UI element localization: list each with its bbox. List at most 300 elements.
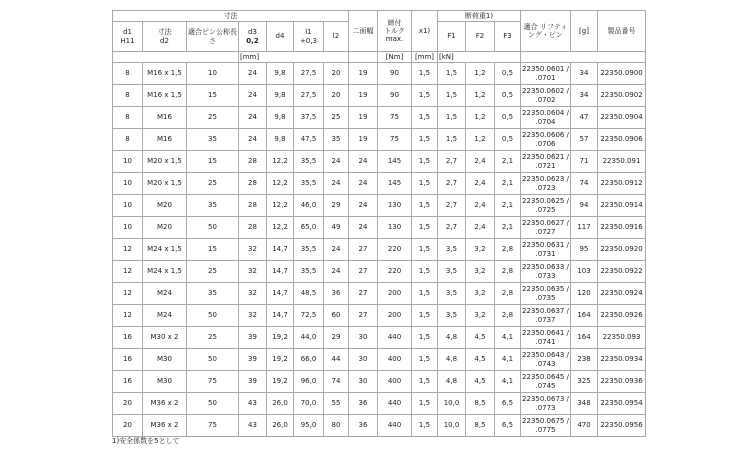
cell-len: 50: [187, 393, 239, 415]
cell-f2: 4,5: [466, 327, 495, 349]
cell-g: 95: [571, 239, 598, 261]
cell-no: 22350.0906: [598, 129, 646, 151]
cell-d2: M30: [143, 349, 187, 371]
cell-sw: 24: [349, 217, 378, 239]
cell-x: 1,5: [412, 217, 438, 239]
cell-l1: 65,0: [294, 217, 324, 239]
cell-d4: 19,2: [267, 349, 294, 371]
cell-d3: 39: [239, 349, 267, 371]
unit-nm: [Nm]: [378, 52, 412, 63]
cell-l2: 24: [324, 151, 349, 173]
cell-match: 22350.0627 / .0727: [521, 217, 571, 239]
cell-sw: 36: [349, 415, 378, 437]
cell-l2: 36: [324, 283, 349, 305]
cell-l2: 24: [324, 173, 349, 195]
cell-no: 22350.0936: [598, 371, 646, 393]
cell-torque: 220: [378, 261, 412, 283]
cell-torque: 145: [378, 173, 412, 195]
cell-f1: 2,7: [438, 173, 466, 195]
cell-len: 15: [187, 85, 239, 107]
table-row: [113, 195, 646, 217]
cell-f2: 3,2: [466, 283, 495, 305]
cell-torque: 200: [378, 305, 412, 327]
cell-l2: 49: [324, 217, 349, 239]
cell-match: 22350.0643 / .0743: [521, 349, 571, 371]
cell-g: 325: [571, 371, 598, 393]
cell-no: 22350.0934: [598, 349, 646, 371]
cell-sw: 27: [349, 283, 378, 305]
cell-f1: 4,8: [438, 349, 466, 371]
cell-l1: 46,0: [294, 195, 324, 217]
group-load-header: 断荷重1): [438, 11, 521, 22]
table-row: [113, 107, 646, 129]
cell-len: 75: [187, 371, 239, 393]
cell-l1: 27,5: [294, 63, 324, 85]
cell-l1: 35,5: [294, 173, 324, 195]
cell-d4: 19,2: [267, 327, 294, 349]
cell-d2: M24: [143, 283, 187, 305]
unit-empty-right: [521, 52, 646, 63]
unit-mm: [mm]: [239, 52, 349, 63]
cell-g: 164: [571, 327, 598, 349]
cell-len: 75: [187, 415, 239, 437]
table-row: [113, 371, 646, 393]
cell-match: 22350.0641 / .0741: [521, 327, 571, 349]
cell-match: 22350.0633 / .0733: [521, 261, 571, 283]
cell-no: 22350.0904: [598, 107, 646, 129]
torque-header-line1: 締付: [387, 18, 402, 27]
cell-match: 22350.0604 / .0704: [521, 107, 571, 129]
header-row-groups: [113, 11, 646, 22]
cell-d4: 12,2: [267, 217, 294, 239]
d2-header: [143, 22, 187, 52]
cell-len: 50: [187, 217, 239, 239]
torque-header-line2: トルク: [384, 26, 405, 35]
cell-f3: 0,5: [495, 85, 521, 107]
cell-f2: 3,2: [466, 261, 495, 283]
cell-sw: 19: [349, 129, 378, 151]
cell-x: 1,5: [412, 173, 438, 195]
cell-l2: 60: [324, 305, 349, 327]
cell-x: 1,5: [412, 349, 438, 371]
cell-f2: 2,4: [466, 173, 495, 195]
cell-g: 34: [571, 85, 598, 107]
cell-d2: M20: [143, 195, 187, 217]
x1-header: x1): [412, 11, 438, 52]
cell-sw: 27: [349, 305, 378, 327]
cell-no: 22350.0902: [598, 85, 646, 107]
cell-x: 1,5: [412, 85, 438, 107]
cell-g: 120: [571, 283, 598, 305]
cell-d1: 8: [113, 63, 143, 85]
cell-f3: 4,1: [495, 327, 521, 349]
cell-f1: 10,0: [438, 393, 466, 415]
cell-d4: 14,7: [267, 261, 294, 283]
table-row: [113, 349, 646, 371]
table-row: [113, 415, 646, 437]
cell-d1: 8: [113, 107, 143, 129]
cell-torque: 90: [378, 85, 412, 107]
cell-x: 1,5: [412, 415, 438, 437]
cell-l1: 35,5: [294, 261, 324, 283]
cell-f2: 8,5: [466, 415, 495, 437]
cell-l2: 25: [324, 107, 349, 129]
cell-len: 25: [187, 173, 239, 195]
cell-no: 22350.0956: [598, 415, 646, 437]
cell-d3: 28: [239, 151, 267, 173]
cell-no: 22350.0912: [598, 173, 646, 195]
cell-l2: 55: [324, 393, 349, 415]
cell-f2: 2,4: [466, 217, 495, 239]
cell-d4: 14,7: [267, 283, 294, 305]
group-dims-header: 寸法: [113, 11, 349, 22]
unit-empty-left: [113, 52, 239, 63]
cell-f2: 1,2: [466, 129, 495, 151]
cell-x: 1,5: [412, 195, 438, 217]
cell-match: 22350.0673 / .0773: [521, 393, 571, 415]
cell-no: 22350.0922: [598, 261, 646, 283]
cell-no: 22350.0920: [598, 239, 646, 261]
cell-sw: 19: [349, 107, 378, 129]
cell-d3: 28: [239, 173, 267, 195]
cell-d3: 39: [239, 327, 267, 349]
cell-d2: M30: [143, 371, 187, 393]
cell-d1: 20: [113, 393, 143, 415]
cell-len: 25: [187, 261, 239, 283]
cell-torque: 75: [378, 107, 412, 129]
cell-d1: 20: [113, 415, 143, 437]
cell-d3: 43: [239, 393, 267, 415]
cell-no: 22350.0954: [598, 393, 646, 415]
cell-d2: M36 x 2: [143, 393, 187, 415]
unit-kn: [kN]: [438, 52, 521, 63]
l1-label: l1: [305, 28, 312, 37]
cell-d3: 24: [239, 107, 267, 129]
cell-sw: 24: [349, 173, 378, 195]
cell-x: 1,5: [412, 283, 438, 305]
table-row: [113, 305, 646, 327]
cell-g: 117: [571, 217, 598, 239]
cell-d1: 10: [113, 151, 143, 173]
cell-f3: 2,1: [495, 217, 521, 239]
d4-header: d4: [267, 22, 294, 52]
cell-f3: 2,8: [495, 261, 521, 283]
d1-label: d1: [123, 28, 132, 37]
cell-g: 470: [571, 415, 598, 437]
cell-f2: 3,2: [466, 239, 495, 261]
cell-x: 1,5: [412, 261, 438, 283]
cell-f1: 3,5: [438, 283, 466, 305]
cell-d3: 24: [239, 63, 267, 85]
cell-d3: 43: [239, 415, 267, 437]
cell-f1: 1,5: [438, 129, 466, 151]
torque-header-line3: max.: [385, 35, 404, 44]
cell-d1: 12: [113, 261, 143, 283]
product-no-header: 製品番号: [598, 11, 646, 52]
cell-x: 1,5: [412, 151, 438, 173]
cell-f1: 3,5: [438, 239, 466, 261]
cell-no: 22350.0924: [598, 283, 646, 305]
table-row: [113, 239, 646, 261]
cell-d2: M36 x 2: [143, 415, 187, 437]
cell-len: 35: [187, 129, 239, 151]
cell-torque: 90: [378, 63, 412, 85]
cell-sw: 27: [349, 261, 378, 283]
cell-d4: 26,0: [267, 415, 294, 437]
cell-f3: 2,1: [495, 195, 521, 217]
cell-torque: 440: [378, 393, 412, 415]
cell-f2: 4,5: [466, 349, 495, 371]
cell-l2: 20: [324, 63, 349, 85]
d1-tolerance: H11: [120, 36, 135, 45]
cell-f1: 1,5: [438, 85, 466, 107]
cell-g: 71: [571, 151, 598, 173]
cell-l2: 24: [324, 239, 349, 261]
cell-d4: 12,2: [267, 173, 294, 195]
cell-d4: 14,7: [267, 305, 294, 327]
cell-d2: M24 x 1,5: [143, 261, 187, 283]
table-row: [113, 393, 646, 415]
cell-g: 74: [571, 173, 598, 195]
table-row: [113, 217, 646, 239]
cell-match: 22350.0675 / .0775: [521, 415, 571, 437]
cell-torque: 75: [378, 129, 412, 151]
cell-torque: 130: [378, 217, 412, 239]
cell-l1: 66,0: [294, 349, 324, 371]
cell-l2: 24: [324, 261, 349, 283]
cell-d3: 24: [239, 129, 267, 151]
cell-torque: 400: [378, 371, 412, 393]
d2-label: d2: [160, 36, 169, 45]
cell-sw: 30: [349, 371, 378, 393]
cell-l1: 35,5: [294, 151, 324, 173]
cell-l1: 35,5: [294, 239, 324, 261]
cell-f2: 3,2: [466, 305, 495, 327]
l2-header: l2: [324, 22, 349, 52]
cell-d2: M16: [143, 107, 187, 129]
d3-header: [239, 22, 267, 52]
cell-l2: 74: [324, 371, 349, 393]
cell-l1: 70,0: [294, 393, 324, 415]
cell-f3: 2,1: [495, 173, 521, 195]
cell-d2: M20: [143, 217, 187, 239]
cell-d1: 8: [113, 129, 143, 151]
cell-sw: 36: [349, 393, 378, 415]
f1-header: F1: [438, 22, 466, 52]
d3-tolerance: 0,2: [246, 36, 259, 45]
cell-l1: 48,5: [294, 283, 324, 305]
cell-no: 22350.093: [598, 327, 646, 349]
cell-x: 1,5: [412, 129, 438, 151]
cell-torque: 200: [378, 283, 412, 305]
f2-header: F2: [466, 22, 495, 52]
cell-g: 34: [571, 63, 598, 85]
cell-f2: 8,5: [466, 393, 495, 415]
cell-f1: 3,5: [438, 261, 466, 283]
cell-d4: 9,8: [267, 107, 294, 129]
cell-d1: 10: [113, 195, 143, 217]
cell-torque: 130: [378, 195, 412, 217]
cell-l2: 29: [324, 327, 349, 349]
cell-torque: 145: [378, 151, 412, 173]
cell-d3: 24: [239, 85, 267, 107]
cell-sw: 30: [349, 327, 378, 349]
cell-f2: 1,2: [466, 107, 495, 129]
cell-torque: 440: [378, 327, 412, 349]
cell-d2: M20 x 1,5: [143, 151, 187, 173]
cell-g: 164: [571, 305, 598, 327]
cell-f1: 1,5: [438, 107, 466, 129]
width-across-header: 二面幅: [349, 11, 378, 52]
cell-f3: 6,5: [495, 393, 521, 415]
unit-empty-sw: [349, 52, 378, 63]
pin-length-header: 適合ピン公称長さ: [187, 22, 239, 52]
cell-d3: 28: [239, 217, 267, 239]
cell-len: 25: [187, 327, 239, 349]
cell-f1: 4,8: [438, 327, 466, 349]
cell-torque: 220: [378, 239, 412, 261]
cell-match: 22350.0637 / .0737: [521, 305, 571, 327]
cell-f1: 2,7: [438, 151, 466, 173]
cell-f3: 2,1: [495, 151, 521, 173]
cell-f1: 1,5: [438, 63, 466, 85]
cell-d3: 28: [239, 195, 267, 217]
cell-f1: 10,0: [438, 415, 466, 437]
cell-sw: 19: [349, 63, 378, 85]
cell-x: 1,5: [412, 371, 438, 393]
cell-x: 1,5: [412, 327, 438, 349]
cell-f2: 1,2: [466, 85, 495, 107]
cell-d2: M16: [143, 129, 187, 151]
cell-d1: 12: [113, 305, 143, 327]
cell-len: 15: [187, 239, 239, 261]
cell-x: 1,5: [412, 63, 438, 85]
cell-torque: 440: [378, 415, 412, 437]
table-row: [113, 85, 646, 107]
cell-match: 22350.0623 / .0723: [521, 173, 571, 195]
cell-f3: 0,5: [495, 107, 521, 129]
cell-d1: 16: [113, 327, 143, 349]
cell-len: 15: [187, 151, 239, 173]
cell-f3: 6,5: [495, 415, 521, 437]
cell-sw: 27: [349, 239, 378, 261]
cell-l1: 44,0: [294, 327, 324, 349]
cell-g: 103: [571, 261, 598, 283]
cell-f1: 2,7: [438, 195, 466, 217]
cell-l2: 80: [324, 415, 349, 437]
cell-len: 35: [187, 195, 239, 217]
l1-header: [294, 22, 324, 52]
d1-header: [113, 22, 143, 52]
cell-d2: M24: [143, 305, 187, 327]
cell-f2: 2,4: [466, 151, 495, 173]
cell-no: 22350.0926: [598, 305, 646, 327]
cell-f2: 4,5: [466, 371, 495, 393]
cell-d4: 12,2: [267, 195, 294, 217]
cell-d2: M20 x 1,5: [143, 173, 187, 195]
cell-match: 22350.0625 / .0725: [521, 195, 571, 217]
cell-x: 1,5: [412, 393, 438, 415]
cell-l1: 47,5: [294, 129, 324, 151]
cell-d3: 32: [239, 283, 267, 305]
cell-d3: 32: [239, 239, 267, 261]
cell-d2: M24 x 1,5: [143, 239, 187, 261]
cell-match: 22350.0601 / .0701: [521, 63, 571, 85]
cell-sw: 19: [349, 85, 378, 107]
cell-sw: 30: [349, 349, 378, 371]
cell-f3: 2,8: [495, 305, 521, 327]
cell-len: 50: [187, 305, 239, 327]
cell-match: 22350.0602 / .0702: [521, 85, 571, 107]
cell-len: 50: [187, 349, 239, 371]
cell-x: 1,5: [412, 305, 438, 327]
cell-d1: 10: [113, 217, 143, 239]
cell-l1: 72,5: [294, 305, 324, 327]
cell-d1: 8: [113, 85, 143, 107]
cell-no: 22350.091: [598, 151, 646, 173]
cell-d3: 32: [239, 305, 267, 327]
weight-header: [g]: [571, 11, 598, 52]
cell-l1: 27,5: [294, 85, 324, 107]
cell-g: 47: [571, 107, 598, 129]
table-row: [113, 327, 646, 349]
matching-pin-header: 適合 リフティング・ピン: [521, 11, 571, 52]
cell-f1: 3,5: [438, 305, 466, 327]
cell-d2: M16 x 1,5: [143, 63, 187, 85]
cell-f3: 4,1: [495, 371, 521, 393]
cell-len: 35: [187, 283, 239, 305]
cell-d1: 12: [113, 283, 143, 305]
cell-f1: 4,8: [438, 371, 466, 393]
cell-d4: 14,7: [267, 239, 294, 261]
cell-sw: 24: [349, 195, 378, 217]
cell-d4: 19,2: [267, 371, 294, 393]
cell-f3: 0,5: [495, 63, 521, 85]
torque-header: [378, 11, 412, 52]
cell-d1: 12: [113, 239, 143, 261]
cell-f1: 2,7: [438, 217, 466, 239]
cell-match: 22350.0631 / .0731: [521, 239, 571, 261]
cell-no: 22350.0900: [598, 63, 646, 85]
f3-header: F3: [495, 22, 521, 52]
header-row-units: [113, 52, 646, 63]
cell-len: 25: [187, 107, 239, 129]
cell-l1: 95,0: [294, 415, 324, 437]
cell-f2: 1,2: [466, 63, 495, 85]
cell-d4: 9,8: [267, 85, 294, 107]
cell-l2: 29: [324, 195, 349, 217]
cell-d2: M16 x 1,5: [143, 85, 187, 107]
cell-l2: 44: [324, 349, 349, 371]
cell-match: 22350.0621 / .0721: [521, 151, 571, 173]
cell-f3: 2,8: [495, 239, 521, 261]
cell-x: 1,5: [412, 107, 438, 129]
cell-d3: 32: [239, 261, 267, 283]
cell-l1: 37,5: [294, 107, 324, 129]
cell-d1: 16: [113, 371, 143, 393]
cell-sw: 24: [349, 151, 378, 173]
footnote: 1)安全係数を5として: [112, 437, 180, 445]
l1-tolerance: +0,3: [300, 36, 317, 45]
cell-no: 22350.0916: [598, 217, 646, 239]
cell-l1: 96,0: [294, 371, 324, 393]
cell-l2: 35: [324, 129, 349, 151]
cell-g: 348: [571, 393, 598, 415]
d3-label: d3: [248, 28, 257, 37]
cell-f3: 0,5: [495, 129, 521, 151]
cell-g: 238: [571, 349, 598, 371]
cell-torque: 400: [378, 349, 412, 371]
